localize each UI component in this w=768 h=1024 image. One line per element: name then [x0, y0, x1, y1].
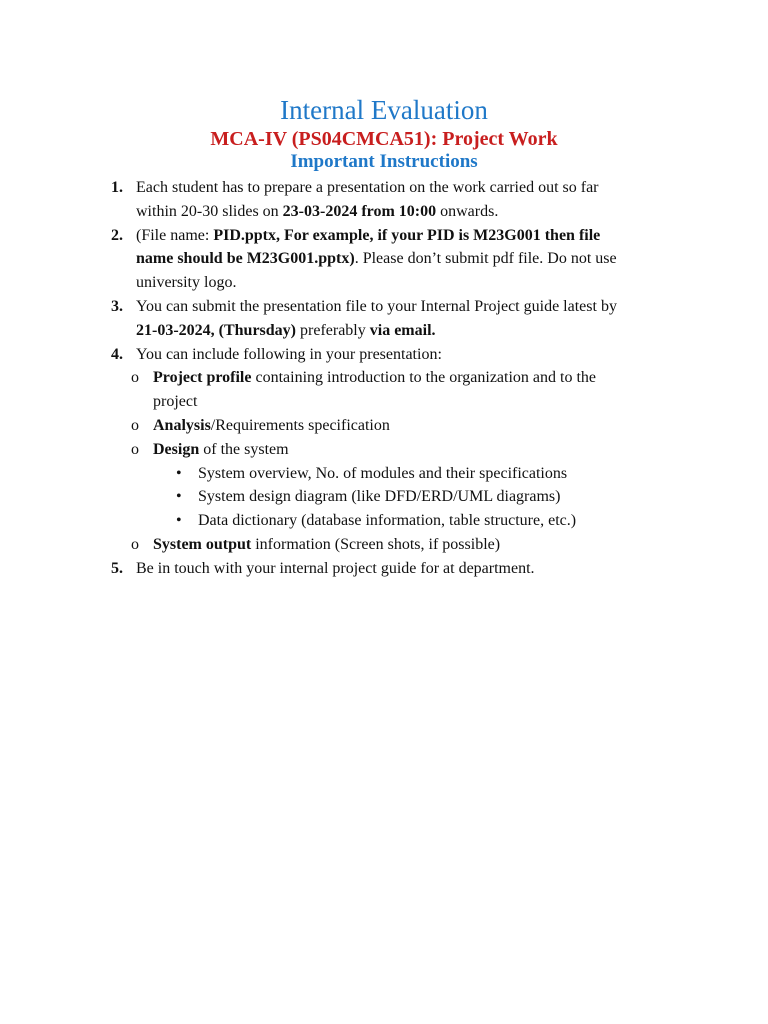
item-text: You can include following in your presentation: [136, 345, 442, 363]
design-point-dictionary [108, 509, 668, 533]
bullet-dot-icon: • [176, 488, 182, 506]
item-line [136, 200, 668, 224]
design-point-diagram [108, 485, 668, 509]
item-line [136, 247, 668, 271]
item-line [136, 557, 668, 581]
item-number: 1. [111, 179, 123, 196]
circle-bullet-icon: o [131, 440, 139, 458]
sub-item-analysis [108, 414, 668, 438]
list-item-4 [108, 343, 668, 367]
item-text: onwards. [436, 202, 499, 220]
item-line [153, 438, 668, 462]
item-line [153, 414, 668, 438]
circle-bullet-icon: o [131, 535, 139, 553]
instructions-list [108, 176, 668, 581]
sub-item-project-profile [108, 366, 668, 414]
item-text: preferably [296, 321, 370, 339]
item-line [136, 176, 668, 200]
course-subtitle: MCA-IV (PS04CMCA51): Project Work [210, 128, 558, 150]
item-text: university logo. [136, 274, 237, 292]
circle-bullet-icon: o [131, 369, 139, 387]
item-line [136, 271, 668, 295]
item-line [136, 295, 668, 319]
item-bold-text: Design [153, 440, 200, 458]
item-line [153, 533, 668, 557]
item-line [136, 343, 668, 367]
item-number: 3. [111, 297, 123, 315]
item-text: project [153, 393, 198, 411]
item-line [153, 366, 668, 390]
item-text: information (Screen shots, if possible) [251, 535, 501, 553]
item-text: System design diagram (like DFD/ERD/UML diagrams) [198, 488, 561, 506]
item-number: 4. [111, 345, 123, 363]
item-text: . Please don’t submit pdf file. Do not use [354, 250, 617, 268]
list-item-3 [108, 295, 668, 343]
item-text: You can submit the presentation file to your Internal Project guide latest by [136, 297, 617, 315]
item-line [136, 319, 668, 343]
instructions-heading: Important Instructions [290, 151, 478, 172]
item-bold-text: System output [153, 535, 252, 553]
sub-item-design [108, 438, 668, 462]
design-point-overview [108, 462, 668, 486]
item-line [136, 224, 668, 248]
item-bold-text: PID.pptx, For example, if your PID is M23G001 then file [213, 226, 601, 244]
item-text: Be in touch with your internal project guide for at department. [136, 559, 535, 577]
item-number: 2. [111, 226, 123, 244]
bullet-dot-icon: • [176, 512, 182, 530]
list-item-1 [108, 176, 668, 224]
item-bold-text: Analysis [153, 416, 211, 434]
item-line [153, 390, 668, 414]
item-text: System overview, No. of modules and their specifications [198, 464, 568, 482]
sub-item-system-output [108, 533, 668, 557]
item-text: containing introduction to the organization and to the [251, 369, 596, 387]
list-item-2 [108, 224, 668, 295]
item-bold-text: name should be M23G001.pptx) [136, 250, 355, 268]
item-text: of the system [199, 440, 289, 458]
item-bold-text: Project profile [153, 369, 252, 387]
circle-bullet-icon: o [131, 416, 139, 434]
item-bold-text: 21-03-2024, (Thursday) [136, 321, 297, 339]
item-text: Data dictionary (database information, table structure, etc.) [198, 512, 577, 530]
document-title: Internal Evaluation [280, 95, 488, 125]
item-bold-text: 23-03-2024 from 10:00 [282, 202, 437, 220]
item-text: Each student has to prepare a presentation on the work carried out so far [136, 179, 599, 196]
item-text: /Requirements specification [210, 416, 390, 434]
item-text: within 20-30 slides on [136, 202, 283, 220]
item-text: (File name: [136, 226, 214, 244]
item-number: 5. [111, 559, 123, 577]
item-bold-text: via email. [369, 321, 436, 339]
bullet-dot-icon: • [176, 464, 182, 482]
list-item-5 [108, 557, 668, 581]
